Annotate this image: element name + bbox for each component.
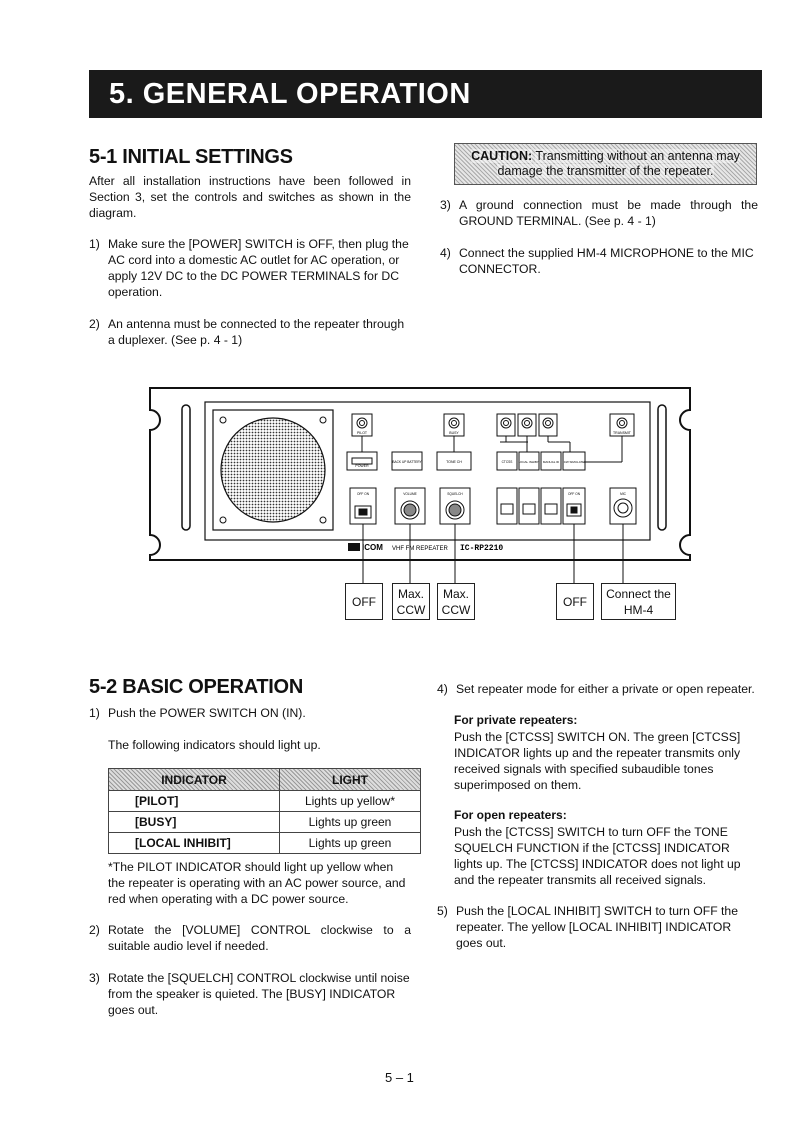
- intro-paragraph: After all installation instructions have been followed in Section 3, set the controls and switches as shown in the diagram.: [89, 174, 411, 220]
- item-text: An antenna must be connected to the repeater through a duplexer. (See p. 4 - 1): [108, 317, 405, 347]
- caution-box: [454, 143, 757, 185]
- callout-text: CCW: [396, 603, 426, 617]
- cw-simulate-label: CW SIMULATE: [563, 460, 585, 464]
- item-number: 1): [89, 706, 100, 720]
- callout-squelch-max-ccw: [437, 583, 475, 620]
- open-repeaters-heading: For open repeaters:: [454, 808, 567, 822]
- private-repeaters-text: Push the [CTCSS] SWITCH ON. The green [CTCSS] INDICATOR lights up and the repeater transmits only received signals with specified subaudible tones superimposed on them.: [454, 730, 741, 792]
- table-header-light: LIGHT: [280, 769, 421, 791]
- item-number: 3): [89, 971, 100, 985]
- item-text: A ground connection must be made through the GROUND TERMINAL. (See p. 4 - 1): [459, 198, 758, 228]
- item-number: 2): [89, 923, 100, 937]
- callout-text: Max.: [442, 587, 469, 601]
- callout-text: HM-4: [623, 603, 654, 617]
- item-number: 1): [89, 237, 100, 251]
- table-row: [109, 833, 421, 854]
- tone-ch-label: TONE CH: [446, 460, 462, 464]
- section-heading-basic-operation: 5-2 BASIC OPERATION: [89, 676, 303, 698]
- indicator-table: [108, 768, 421, 854]
- pilot-label: PILOT: [356, 431, 368, 435]
- table-cell: Lights up yellow*: [280, 791, 421, 812]
- ctcss-label: CTCSS: [501, 460, 513, 464]
- callout-power-off: [345, 583, 383, 620]
- item-number: 3): [440, 198, 451, 212]
- off-on-label-2: OFF ON: [567, 492, 581, 496]
- local-inhibit-label: LOCAL INHIBIT: [518, 460, 540, 464]
- callout-connect-hm4: [601, 583, 676, 620]
- rack-handle-right: [658, 405, 666, 530]
- speaker-grille: [213, 410, 333, 530]
- open-repeaters-text: Push the [CTCSS] SWITCH to turn OFF the TONE SQUELCH FUNCTION if the [CTCSS] INDICATOR lights up. The [CTCSS] INDICATOR does not light up and the repeater transmits all received signals.: [454, 825, 741, 887]
- table-cell: [LOCAL INHIBIT]: [109, 833, 280, 854]
- volume-label: VOLUME: [403, 492, 417, 496]
- list-item: [437, 903, 759, 951]
- off-on-label-1: OFF ON: [356, 492, 370, 496]
- list-item: [440, 245, 758, 277]
- list-item: [89, 922, 411, 954]
- item-number: 2): [89, 317, 100, 331]
- list-item: [89, 705, 411, 721]
- caution-text-1: Transmitting without an antenna may: [535, 149, 740, 163]
- item-number: 4): [437, 682, 448, 696]
- table-header-indicator: INDICATOR: [109, 769, 280, 791]
- indicators-intro: The following indicators should light up.: [108, 738, 321, 752]
- section-heading-initial-settings: 5-1 INITIAL SETTINGS: [89, 146, 293, 168]
- list-item: [89, 316, 411, 348]
- backup-label: BACK UP BATTERY: [392, 460, 422, 464]
- page-title-banner: 5. GENERAL OPERATION: [89, 70, 762, 118]
- power-label: POWER: [355, 464, 369, 468]
- table-footnote: *The PILOT INDICATOR should light up yellow when the repeater is operating with an AC power source, and red when operating with a DC power source.: [108, 860, 406, 906]
- manual-id-label: MANUAL ID: [542, 460, 560, 464]
- table-row: [109, 812, 421, 833]
- callout-text: CCW: [441, 603, 471, 617]
- list-item: [89, 970, 411, 1018]
- transmit-label: TRANSMIT: [613, 431, 631, 435]
- callout-text: OFF: [352, 595, 376, 609]
- table-row: [109, 791, 421, 812]
- callout-text: Max.: [397, 587, 424, 601]
- caution-label: CAUTION:: [471, 149, 533, 163]
- item-text: Rotate the [VOLUME] CONTROL clockwise to a suitable audio level if needed.: [108, 923, 411, 953]
- busy-label: BUSY: [449, 431, 459, 435]
- item-text: Push the [LOCAL INHIBIT] SWITCH to turn OFF the repeater. The yellow [LOCAL INHIBIT] INDICATOR goes out.: [456, 904, 738, 950]
- squelch-label: SQUELCH: [447, 492, 463, 496]
- brand-logo: ICOM: [362, 543, 383, 552]
- table-cell: Lights up green: [280, 833, 421, 854]
- callout-text: OFF: [563, 595, 587, 609]
- callout-text: Connect the: [606, 587, 671, 601]
- item-text: Set repeater mode for either a private or open repeater.: [456, 682, 755, 696]
- item-text: Rotate the [SQUELCH] CONTROL clockwise until noise from the speaker is quieted. The [BUSY] INDICATOR goes out.: [108, 971, 410, 1017]
- table-cell: [BUSY]: [109, 812, 280, 833]
- table-cell: Lights up green: [280, 812, 421, 833]
- callout-volume-max-ccw: [392, 583, 430, 620]
- caution-text-2: damage the transmitter of the repeater.: [497, 164, 714, 178]
- private-repeaters-heading: For private repeaters:: [454, 713, 578, 727]
- list-item: [437, 681, 759, 697]
- item-text: Make sure the [POWER] SWITCH is OFF, then plug the AC cord into a domestic AC outlet for AC operation, or apply 12V DC to the DC POWER TERMINALS for DC operation.: [108, 237, 409, 299]
- rack-handle-left: [182, 405, 190, 530]
- mic-label: MIC: [620, 492, 626, 496]
- list-item: [89, 236, 411, 300]
- model-text: VHF FM REPEATER: [392, 546, 448, 552]
- page-number: 5 – 1: [385, 1070, 414, 1085]
- table-cell: [PILOT]: [109, 791, 280, 812]
- item-text: Push the POWER SWITCH ON (IN).: [108, 706, 306, 720]
- item-number: 4): [440, 246, 451, 260]
- item-number: 5): [437, 904, 448, 918]
- callout-local-inhibit-off: [556, 583, 594, 620]
- item-text: Connect the supplied HM-4 MICROPHONE to the MIC CONNECTOR.: [459, 246, 754, 276]
- list-item: [440, 197, 758, 229]
- model-number: IC-RP2210: [460, 544, 504, 553]
